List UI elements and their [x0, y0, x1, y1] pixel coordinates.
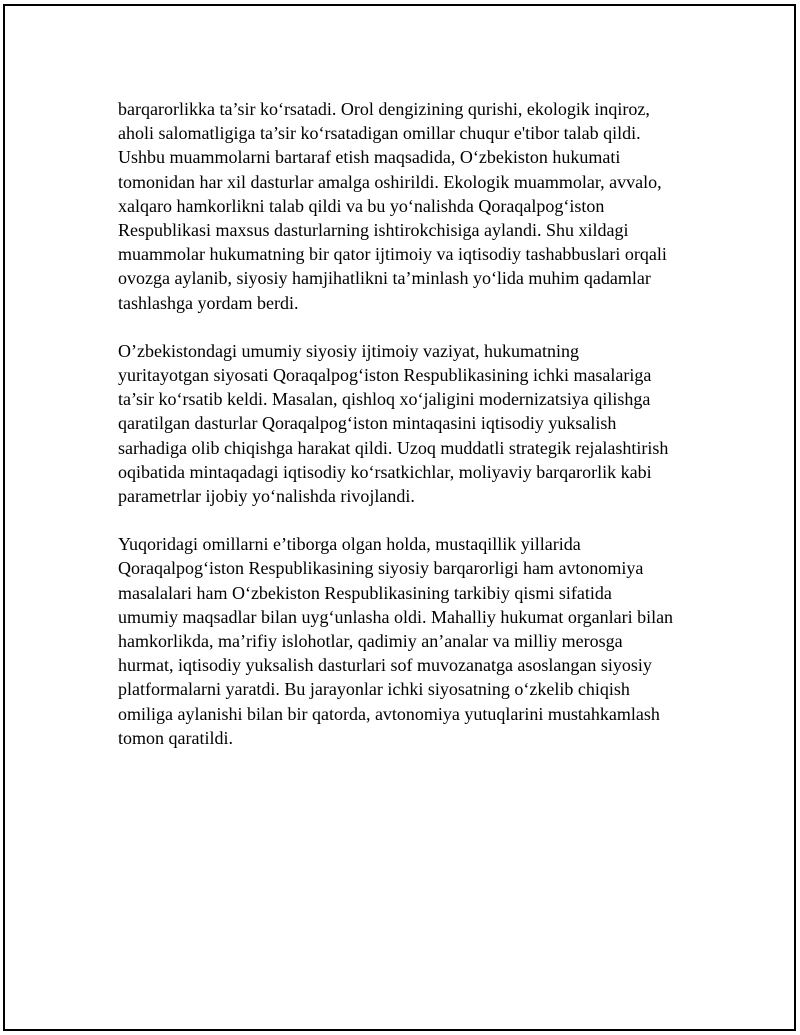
text-line: ovozga aylanib, siyosiy hamjihatlikni ta’minlash yo‘lida muhim qadamlar — [118, 268, 651, 289]
text-line: tashlashga yordam berdi. — [118, 292, 299, 313]
text-line: barqarorlikka ta’sir ko‘rsatadi. Orol dengizining qurishi, ekologik inqiroz, — [118, 99, 650, 119]
text-line: tomonidan har xil dasturlar amalga oshirildi. Ekologik muammolar, avvalo, — [118, 171, 662, 192]
text-line: oqibatida mintaqadagi iqtisodiy ko‘rsatkichlar, moliyaviy barqarorlik kabi — [118, 461, 652, 482]
text-line: Qoraqalpog‘iston Respublikasining siyosiy barqarorligi ham avtonomiya — [118, 558, 644, 579]
text-line: muammolar hukumatning bir qator ijtimoiy va iqtisodiy tashabbuslari orqali — [118, 244, 667, 265]
text-line: hamkorlikda, ma’rifiy islohotlar, qadimiy an’analar va milliy merosga — [118, 631, 623, 652]
paragraph-1 — [118, 97, 698, 315]
document-body — [118, 97, 698, 774]
text-line: aholi salomatligiga ta’sir ko‘rsatadigan omillar chuqur e'tibor talab qildi. — [118, 123, 641, 144]
text-line: platformalarni yaratdi. Bu jarayonlar ichki siyosatning o‘zkelib chiqish — [118, 679, 630, 700]
page-frame — [3, 4, 796, 1031]
text-line: O’zbekistondagi umumiy siyosiy ijtimoiy vaziyat, hukumatning — [118, 340, 579, 361]
text-line: Respublikasi maxsus dasturlarning ishtirokchisiga aylandi. Shu xildagi — [118, 220, 629, 241]
text-line: masalalari ham O‘zbekiston Respublikasining tarkibiy qismi sifatida — [118, 582, 612, 603]
text-line: Yuqoridagi omillarni e’tiborga olgan holda, mustaqillik yillarida — [118, 534, 581, 555]
text-line: hurmat, iqtisodiy yuksalish dasturlari sof muvozanatga asoslangan siyosiy — [118, 655, 652, 676]
text-line: yuritayotgan siyosati Qoraqalpog‘iston Respublikasining ichki masalariga — [118, 365, 652, 386]
text-line: omiliga aylanishi bilan bir qatorda, avtonomiya yutuqlarini mustahkamlash — [118, 703, 660, 724]
text-line: Ushbu muammolarni bartaraf etish maqsadida, O‘zbekiston hukumati — [118, 147, 621, 168]
text-line: ta’sir ko‘rsatib keldi. Masalan, qishloq xo‘jaligini modernizatsiya qilishga — [118, 389, 651, 410]
paragraph-2 — [118, 339, 698, 508]
text-line: umumiy maqsadlar bilan uyg‘unlasha oldi. Mahalliy hukumat organlari bilan — [118, 606, 674, 627]
text-line: qaratilgan dasturlar Qoraqalpog‘iston mintaqasini iqtisodiy yuksalish — [118, 413, 617, 434]
text-line: xalqaro hamkorlikni talab qildi va bu yo‘nalishda Qoraqalpog‘iston — [118, 195, 605, 216]
text-line: parametrlar ijobiy yo‘nalishda rivojlandi. — [118, 486, 415, 507]
text-line: sarhadiga olib chiqishga harakat qildi. Uzoq muddatli strategik rejalashtirish — [118, 437, 669, 458]
text-line: tomon qaratildi. — [118, 727, 233, 748]
paragraph-3 — [118, 532, 698, 750]
